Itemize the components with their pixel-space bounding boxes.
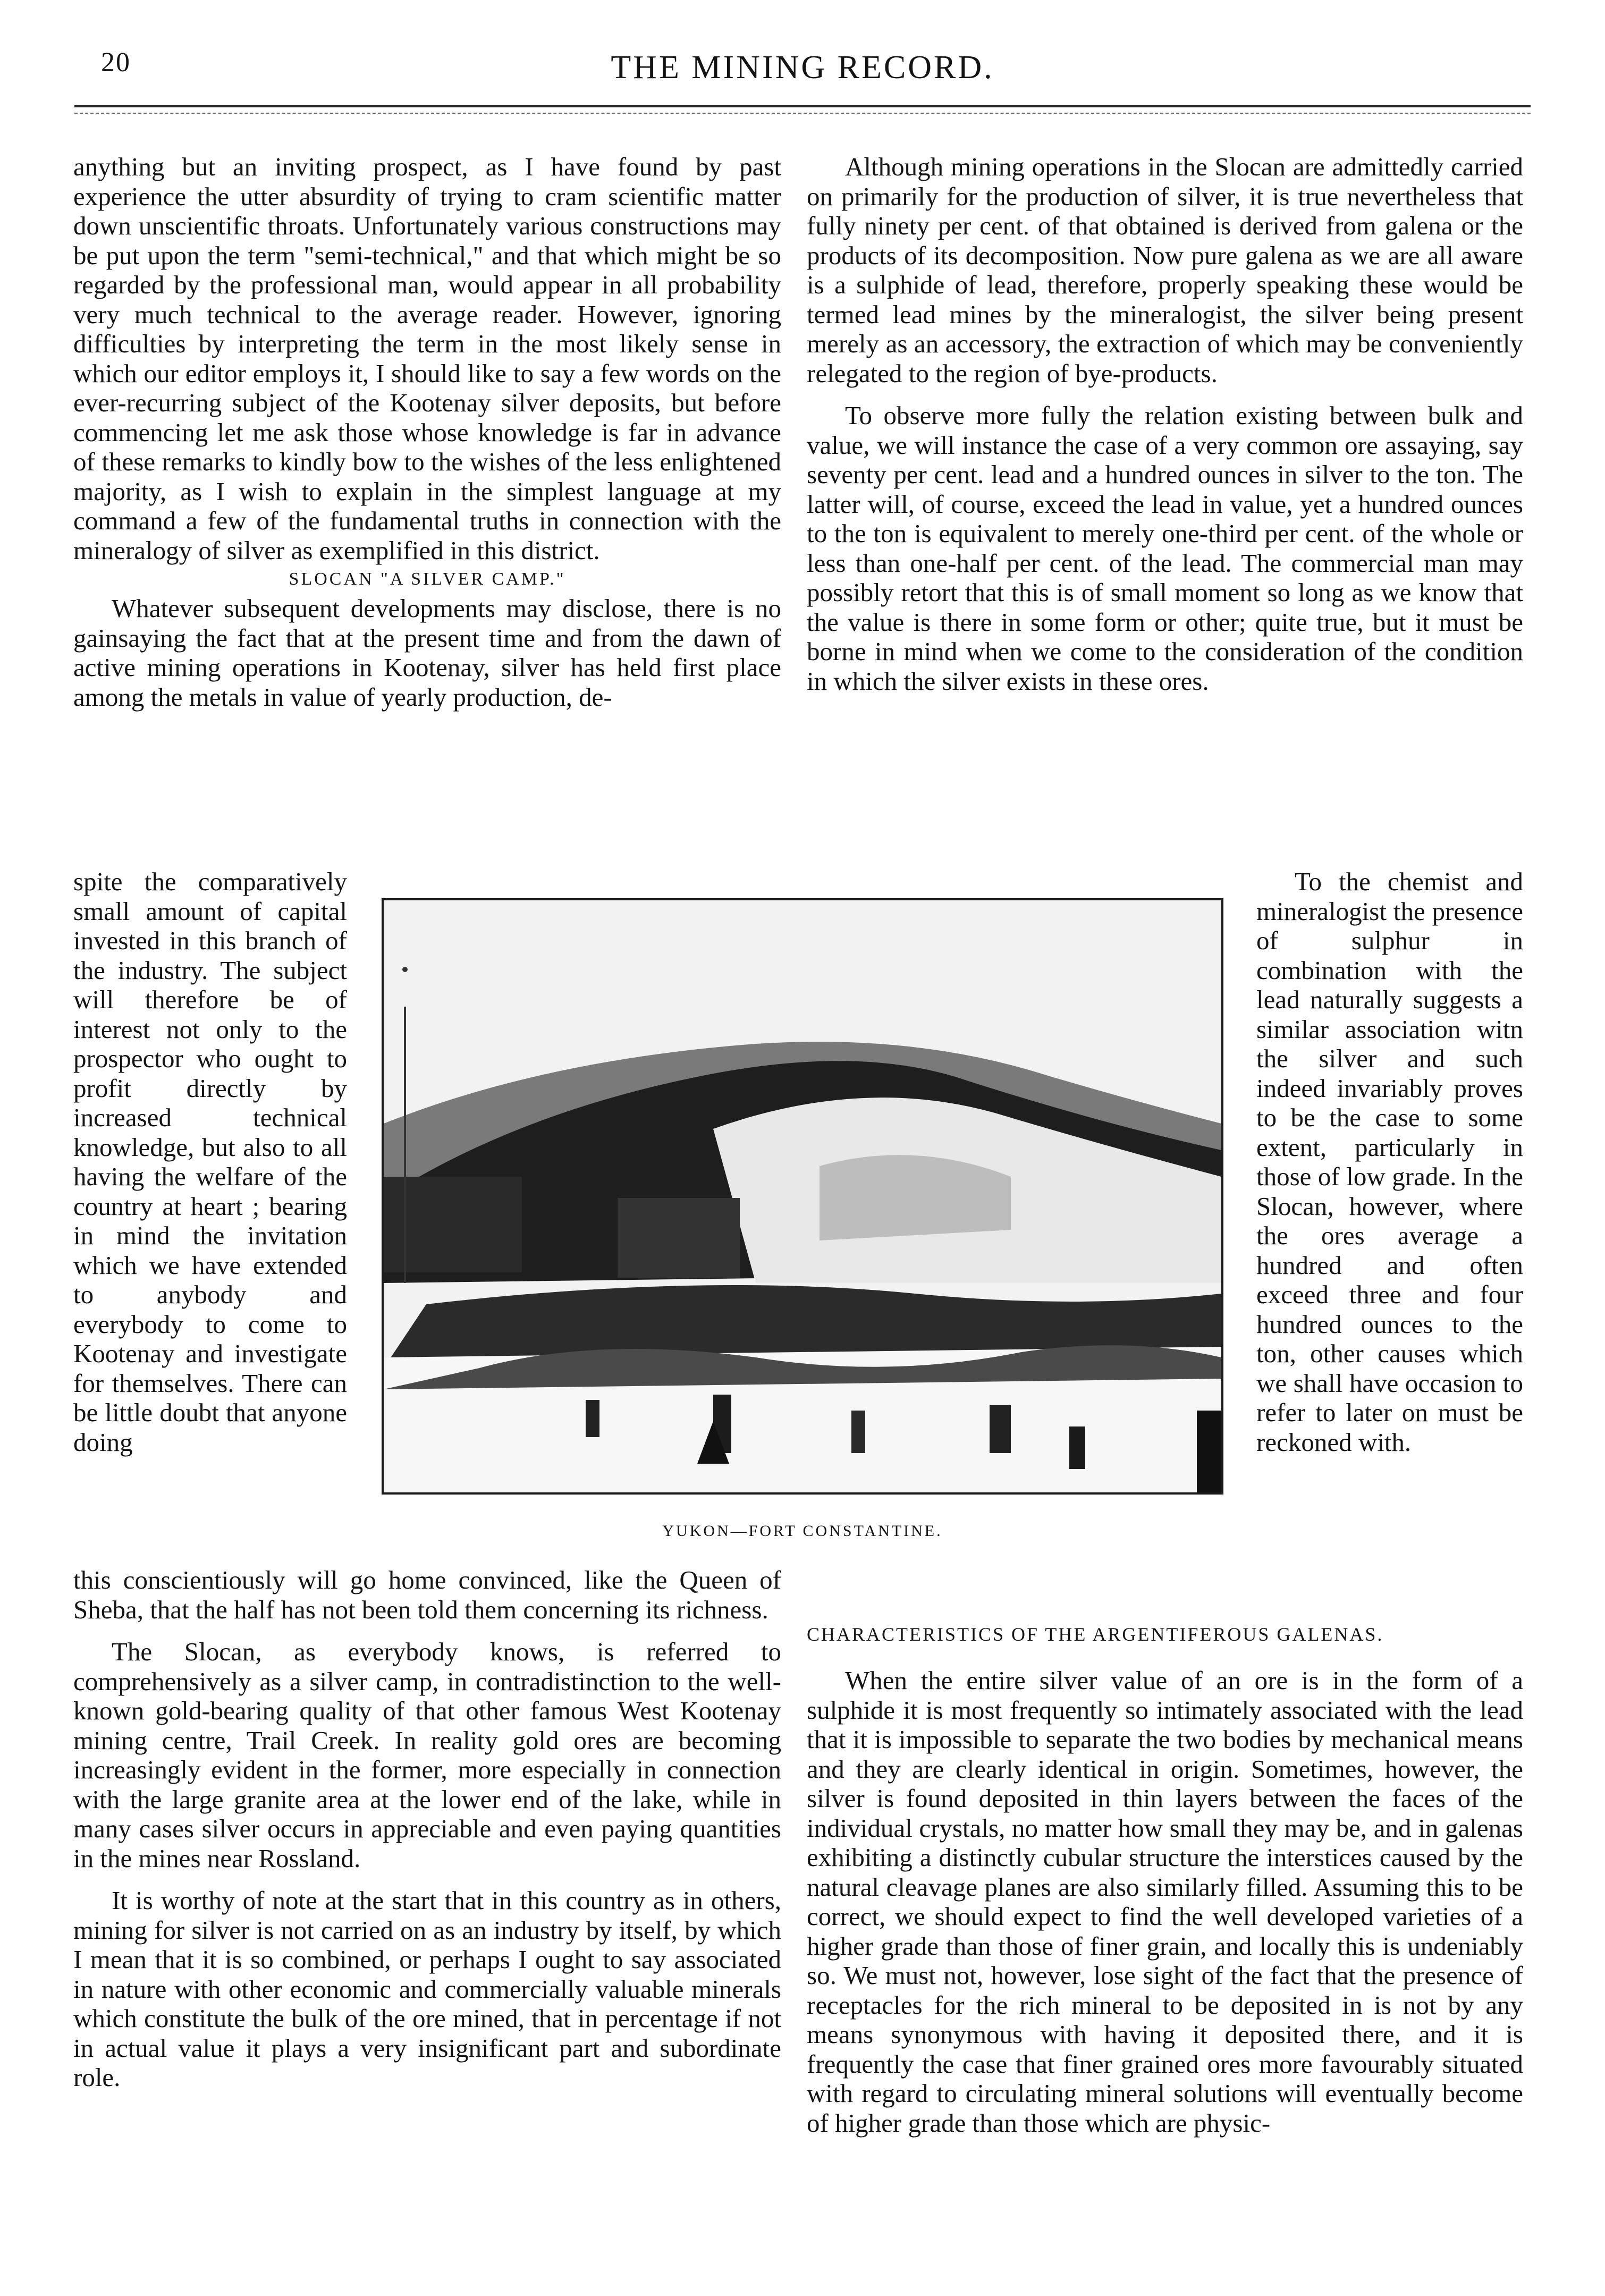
- header-rule-dashed: [74, 113, 1531, 114]
- paragraph: To the chemist and mineralogist the presence of sulphur in combination with the lead naturally suggests a similar association witn the silver and such indeed invariably proves to be the case to some extent, particularly in those of low grade. In the Slocan, however, where the ores average a hundred and often exceed three and four hundred ounces to the ton, other causes which we shall have occasion to refer to later on must be reckoned with.: [1256, 867, 1523, 1457]
- right-column-top: [807, 152, 1523, 696]
- right-column-wrap: [1256, 867, 1523, 1457]
- running-title: THE MINING RECORD.: [611, 49, 994, 86]
- left-column-bottom: [73, 1565, 781, 2092]
- photograph-fort-constantine: [382, 898, 1223, 1495]
- photo-caption: YUKON—FORT CONSTANTINE.: [662, 1522, 943, 1540]
- paragraph: To observe more fully the relation existing between bulk and value, we will instance the case of a very common ore assaying, say seventy per cent. lead and a hundred ounces in silver to the ton. The latter will, of course, exceed the lead in value, yet a hundred ounces to the ton is equivalent to merely one-third per cent. of the whole or less than one-half per cent. of the lead. The commercial man may possibly retort that this is of small moment so long as we know that the value is there in some form or other; quite true, but it must be borne in mind when we come to the consideration of the condition in which the silver exists in these ores.: [807, 401, 1523, 696]
- right-column-bottom: [807, 1621, 1523, 2138]
- photograph-image: [384, 900, 1221, 1492]
- section-heading: SLOCAN "A SILVER CAMP.": [289, 569, 566, 589]
- paragraph: anything but an inviting prospect, as I have found by past experience the utter absurdity of trying to cram scientific matter down unscientific throats. Unfortunately various constructions may be put upon the term "semi-technical," and that which might be so regarded by the professional man, would appear in all probability very much technical to the average reader. However, ignoring difficulties by interpreting the term in the most likely sense in which our editor employs it, I should like to say a few words on the ever-recurring subject of the Kootenay silver deposits, but before commencing let me ask those whose knowledge is far in advance of these remarks to kindly bow to the wishes of the less enlightened majority, as I wish to explain in the simplest language at my command a few of the fundamental truths in connection with the mineralogy of silver as exemplified in this district.: [73, 152, 781, 565]
- left-column-top: [73, 152, 781, 712]
- paragraph: The Slocan, as everybody knows, is referred to comprehensively as a silver camp, in contradistinction to the well-known gold-bearing quality of that other famous West Kootenay mining centre, Trail Creek. In reality gold ores are becoming increasingly evident in the former, more especially in connection with the large granite area at the lower end of the lake, while in many cases silver occurs in appreciable and even paying quantities in the mines near Rossland.: [73, 1637, 781, 1873]
- header-rule: [74, 105, 1531, 107]
- paragraph: Whatever subsequent developments may disclose, there is no gainsaying the fact that at the present time and from the dawn of active mining operations in Kootenay, silver has held first place among the metals in value of yearly production, de-: [73, 594, 781, 712]
- paragraph: When the entire silver value of an ore is in the form of a sulphide it is most frequently so intimately associated with the lead that it is impossible to separate the two bodies by mechanical means and they are clearly identical in origin. Sometimes, however, the silver is found deposited in thin layers between the faces of the individual crystals, no matter how small they may be, and in galenas exhibiting a distinctly cubular structure the interstices caused by the natural cleavage planes are also similarly filled. Assuming this to be correct, we should expect to find the well developed varieties of a higher grade than those of finer grain, and locally this is undeniably so. We must not, however, lose sight of the fact that the presence of receptacles for the rich mineral to be deposited in is not by any means synonymous with having it deposited there, and it is frequently the case that finer grained ores more favourably situated with regard to circulating mineral solutions will eventually become of higher grade than those which are physic-: [807, 1666, 1523, 2138]
- paragraph: this conscientiously will go home convinced, like the Queen of Sheba, that the half has not been told them concerning its richness.: [73, 1565, 781, 1624]
- page-number: 20: [101, 47, 131, 78]
- left-column-wrap: [73, 867, 347, 1457]
- section-heading: CHARACTERISTICS OF THE ARGENTIFEROUS GALENAS.: [807, 1624, 1384, 1645]
- paragraph: It is worthy of note at the start that in this country as in others, mining for silver is not carried on as an industry by itself, by which I mean that it is so combined, or perhaps I ought to say associated in nature with other economic and commercially valuable minerals which constitute the bulk of the ore mined, that in percentage if not in actual value it plays a very insignificant part and subordinate role.: [73, 1886, 781, 2092]
- paragraph: spite the comparatively small amount of capital invested in this branch of the industry. The subject will therefore be of interest not only to the prospector who ought to profit directly by increased technical knowledge, but also to all having the welfare of the country at heart ; bearing in mind the invitation which we have extended to anybody and everybody to come to Kootenay and investigate for themselves. There can be little doubt that anyone doing: [73, 867, 347, 1457]
- paragraph: Although mining operations in the Slocan are admittedly carried on primarily for the production of silver, it is true nevertheless that fully ninety per cent. of that obtained is derived from galena or the products of its decomposition. Now pure galena as we are all aware is a sulphide of lead, therefore, properly speaking these would be termed lead mines by the mineralogist, the silver being present merely as an accessory, the extraction of which may be conveniently relegated to the region of bye-products.: [807, 152, 1523, 388]
